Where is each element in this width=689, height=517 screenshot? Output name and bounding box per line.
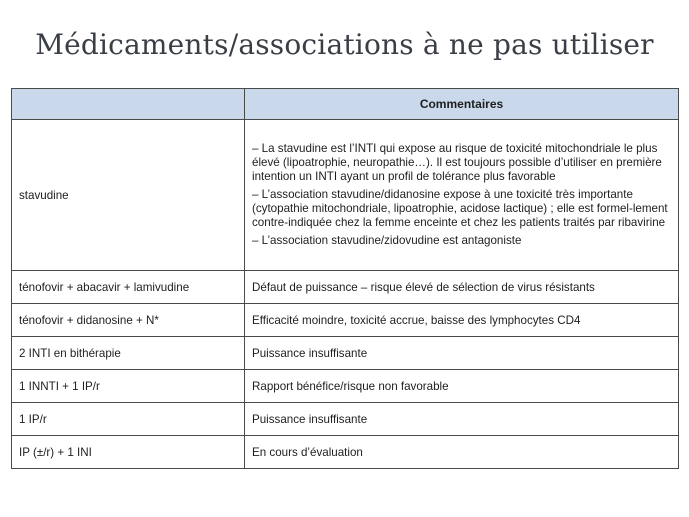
- comment-cell: Puissance insuffisante: [245, 337, 679, 370]
- table-row: [12, 337, 679, 370]
- header-comments: Commentaires: [245, 89, 679, 120]
- comment-paragraph: – La stavudine est l’INTI qui expose au risque de toxicité mitochondriale le plus élevé (lipoatrophie, neuropathie…). Il est toujours possible d’utiliser en première intention un INTI ayant un profil de tolérance plus favorable: [252, 142, 662, 183]
- table-row: [12, 271, 679, 304]
- header-drug: [12, 89, 245, 120]
- table-row: [12, 370, 679, 403]
- comment-paragraph: – L’association stavudine/didanosine expose à une toxicité très importante (cytopathie mitochondriale, lipoatrophie, acidose lactique) ; elle est formel-lement contre-indiquée chez la femme enceinte et chez les patients traités par ribavirine: [252, 188, 668, 229]
- drug-cell: 2 INTI en bithérapie: [12, 337, 245, 370]
- drug-cell: IP (±/r) + 1 INI: [12, 436, 245, 469]
- comment-cell: En cours d’évaluation: [245, 436, 679, 469]
- comment-cell: Efficacité moindre, toxicité accrue, baisse des lymphocytes CD4: [245, 304, 679, 337]
- table-row: [12, 120, 679, 271]
- drug-cell: ténofovir + didanosine + N*: [12, 304, 245, 337]
- comment-cell: Défaut de puissance – risque élevé de sélection de virus résistants: [245, 271, 679, 304]
- comment-cell: Rapport bénéfice/risque non favorable: [245, 370, 679, 403]
- comment-paragraph: – L’association stavudine/zidovudine est antagoniste: [252, 234, 522, 247]
- drug-cell: ténofovir + abacavir + lamivudine: [12, 271, 245, 304]
- drug-cell: 1 INNTI + 1 IP/r: [12, 370, 245, 403]
- table-row: [12, 304, 679, 337]
- table-row: [12, 436, 679, 469]
- comment-cell: Puissance insuffisante: [245, 403, 679, 436]
- comment-cell: [245, 120, 679, 271]
- drug-cell: 1 IP/r: [12, 403, 245, 436]
- page-title: Médicaments/associations à ne pas utiliser: [35, 28, 654, 61]
- drug-table: [11, 88, 679, 469]
- table-row: [12, 403, 679, 436]
- table-header-row: [12, 89, 679, 120]
- drug-cell: stavudine: [12, 120, 245, 271]
